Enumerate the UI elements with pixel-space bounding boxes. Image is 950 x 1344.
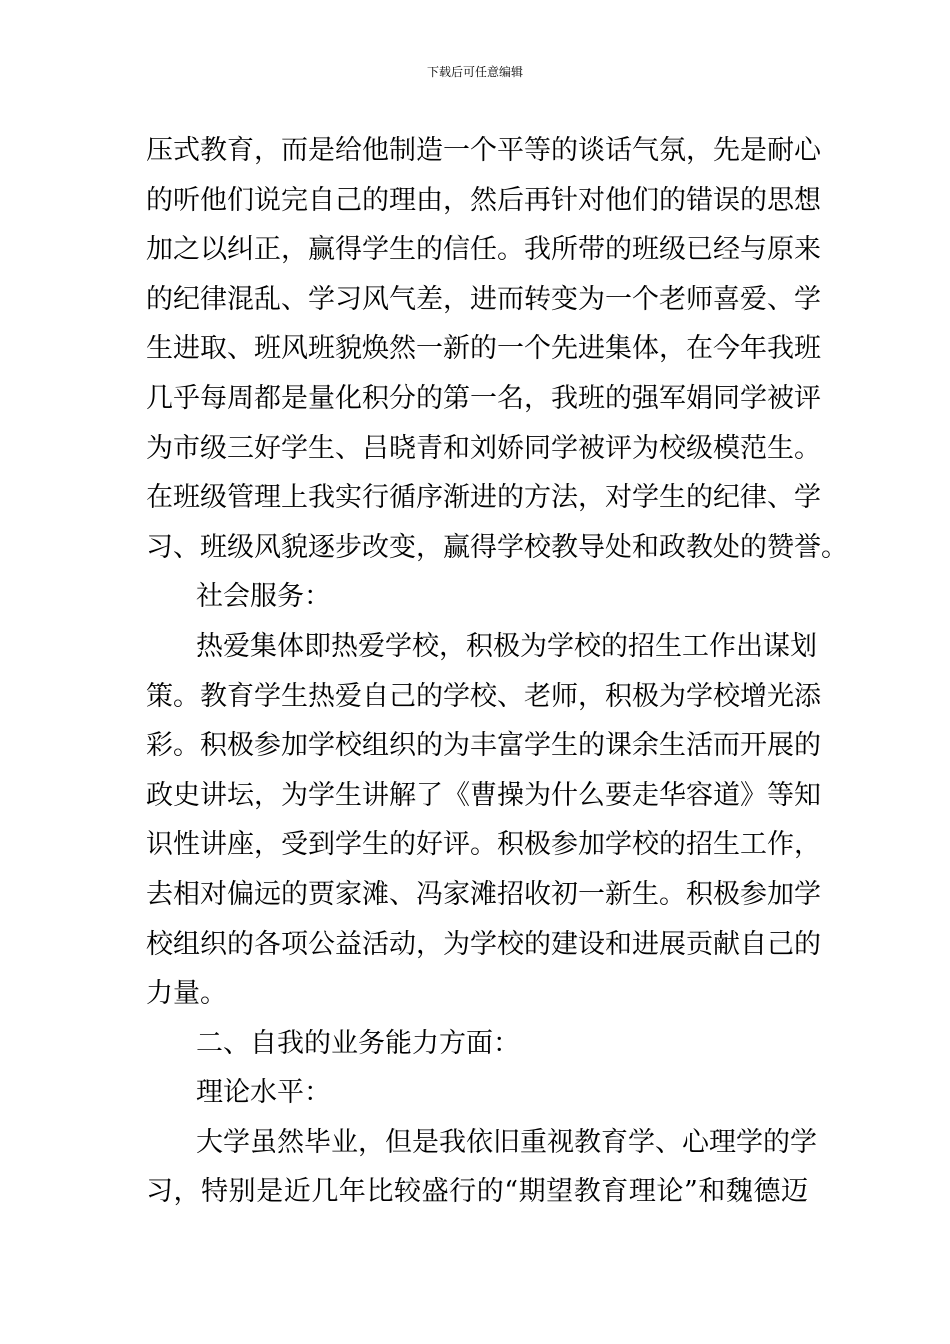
text-line: 的听他们说完自己的理由，然后再针对他们的错误的思想	[146, 184, 821, 216]
text-line: 习、班级风貌逐步改变，赢得学校教导处和政教处的赞誉。	[146, 531, 848, 563]
text-line: 识性讲座，受到学生的好评。积极参加学校的招生工作，	[146, 829, 821, 861]
text-line: 几乎每周都是量化积分的第一名，我班的强军娟同学被评	[146, 382, 821, 414]
text-line: 政史讲坛，为学生讲解了《曹操为什么要走华容道》等知	[146, 779, 821, 811]
text-line: 为市级三好学生、吕晓青和刘娇同学被评为校级模范生。	[146, 432, 821, 464]
text-line: 力量。	[146, 978, 227, 1010]
text-line: 的纪律混乱、学习风气差，进而转变为一个老师喜爱、学	[146, 283, 821, 315]
text-line: 压式教育，而是给他制造一个平等的谈话气氛，先是耐心	[146, 135, 821, 166]
text-line: 加之以纠正，赢得学生的信任。我所带的班级已经与原来	[146, 234, 821, 266]
text-line: 在班级管理上我实行循序渐进的方法，对学生的纪律、学	[146, 482, 821, 514]
section-heading-theory-level: 理论水平：	[196, 1077, 331, 1109]
text-line: 生进取、班风班貌焕然一新的一个先进集体，在今年我班	[146, 333, 821, 365]
text-line: 去相对偏远的贾家滩、冯家滩招收初一新生。积极参加学	[146, 878, 821, 910]
section-heading-business-ability: 二、自我的业务能力方面：	[196, 1027, 520, 1059]
text-line: 热爱集体即热爱学校，积极为学校的招生工作出谋划	[196, 630, 817, 662]
text-line: 大学虽然毕业，但是我依旧重视教育学、心理学的学	[196, 1126, 817, 1158]
text-line: 策。教育学生热爱自己的学校、老师，积极为学校增光添	[146, 680, 821, 712]
text-line: 校组织的各项公益活动，为学校的建设和进展贡献自己的	[146, 928, 821, 960]
page-header: 下载后可任意编辑	[426, 65, 523, 79]
section-heading-social-service: 社会服务：	[196, 581, 331, 613]
document-body	[146, 126, 848, 1217]
text-line: 彩。积极参加学校组织的为丰富学生的课余生活而开展的	[146, 730, 821, 762]
text-line: 习，特别是近几年比较盛行的“期望教育理论”和魏德迈	[146, 1176, 808, 1208]
